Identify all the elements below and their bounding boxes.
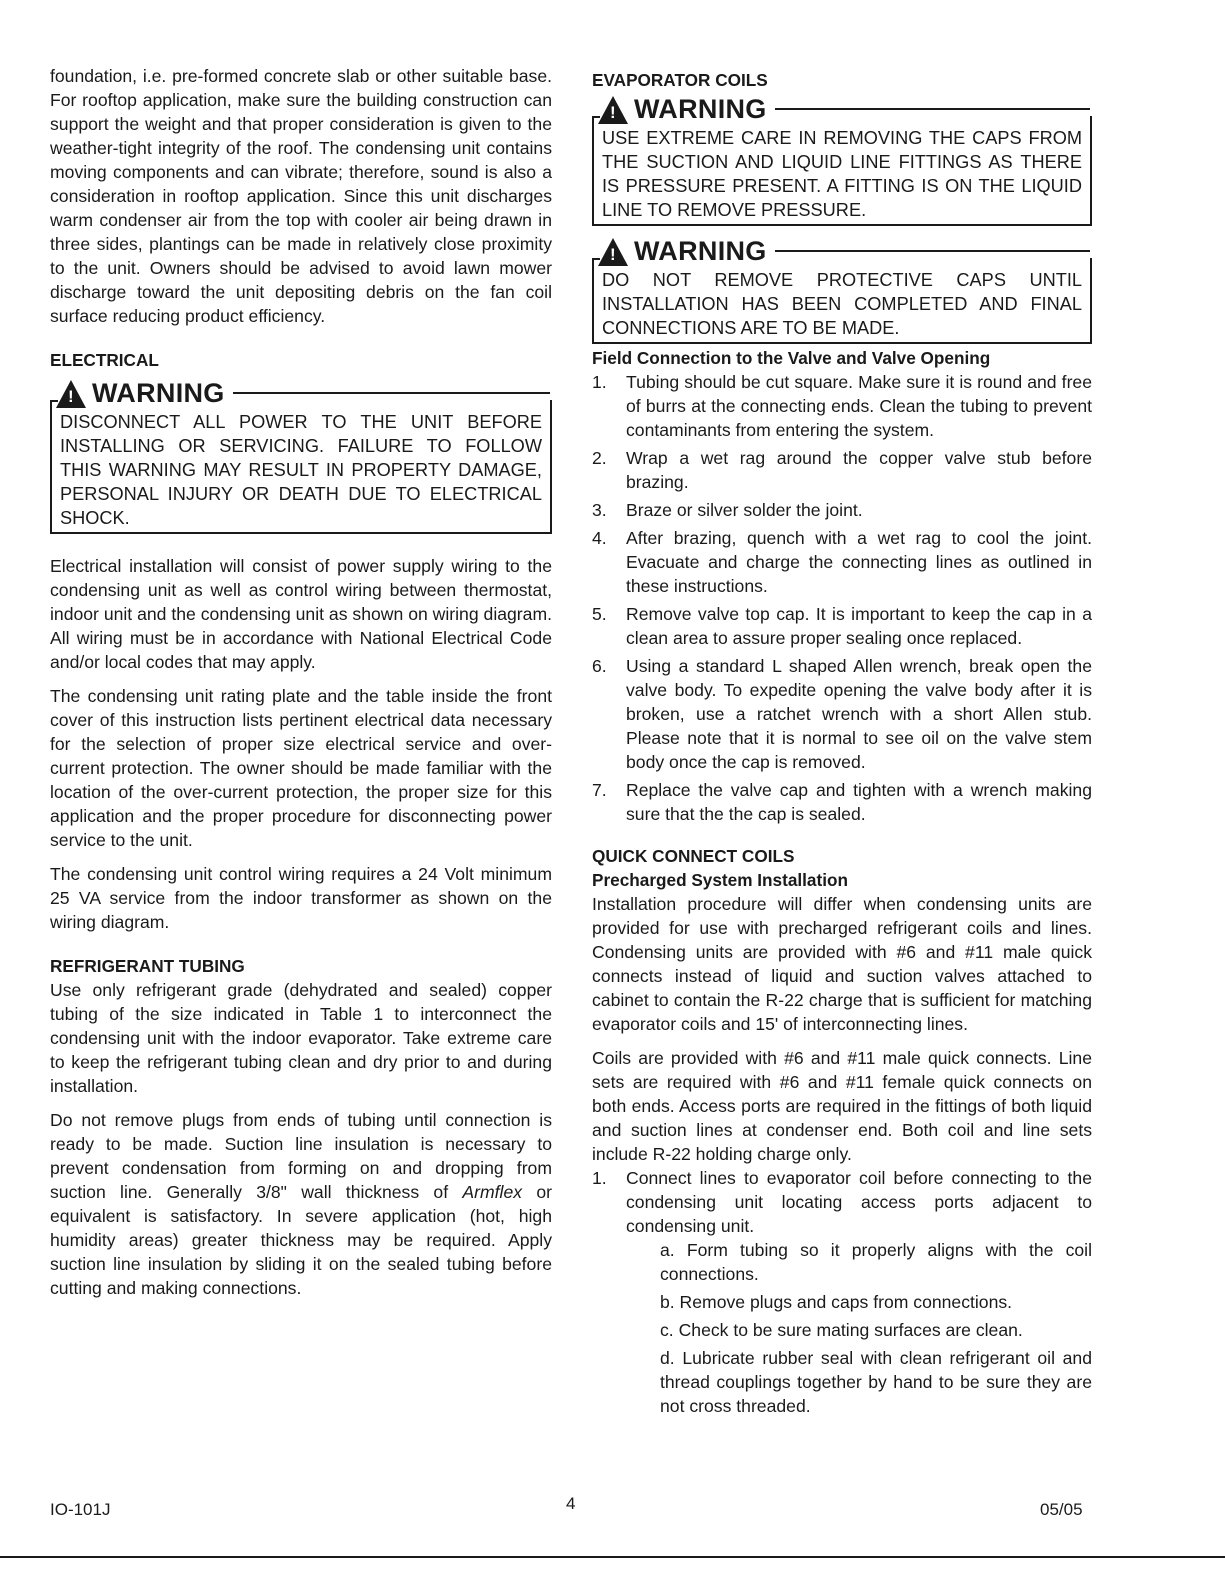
quick-connect-steps — [592, 1166, 1092, 1418]
list-item: 4. After brazing, quench with a wet rag to cool the joint. Evacuate and charge the connecting lines as outlined in these instructions. — [592, 528, 1092, 596]
list-item: 1. Connect lines to evaporator coil before connecting to the condensing unit locating access ports adjacent to condensing unit. a. Form tubing so it properly aligns with the coil connections. b. Remove plugs and caps from connections. c. Check to be sure mating surfaces are clean. d. Lubricate rubber seal with clean refrigerant oil and thread couplings together by hand to be sure they are not cross threaded. — [592, 1168, 1092, 1416]
electrical-warning — [50, 378, 552, 534]
precharged-heading: Precharged System Installation — [592, 870, 848, 890]
warning-title: WARNING — [634, 94, 767, 124]
electrical-heading: ELECTRICAL — [50, 350, 159, 370]
list-item: d. Lubricate rubber seal with clean refrigerant oil and thread couplings together by hand to be sure they are not cross threaded. — [660, 1348, 1092, 1416]
intro-paragraph: foundation, i.e. pre-formed concrete slab or other suitable base. For rooftop application, make sure the building construction can support the weight and that proper consideration is given to the weather-tight integrity of the roof. The condensing unit contains moving components and can vibrate; therefore, sound is also a consideration in rooftop application. Since this unit discharges warm condenser air from the top with cooler air being drawn in three sides, plantings can be made in relatively close proximity to the unit. Owners should be advised to avoid lawn mower discharge toward the unit depositing debris on the fan coil surface reducing product efficiency. — [50, 66, 552, 326]
list-item: 1. Tubing should be cut square. Make sure it is round and free of burrs at the connecting ends. Clean the tubing to prevent contaminants from entering the system. — [592, 372, 1092, 440]
right-column — [592, 64, 1092, 1428]
quick-connect-heading: QUICK CONNECT COILS — [592, 846, 795, 866]
page-number: 4 — [566, 1494, 576, 1513]
caps-warning — [592, 94, 1092, 226]
quick-connect-substeps — [626, 1238, 1092, 1418]
tubing-paragraph-2: Do not remove plugs from ends of tubing until connection is ready to be made. Suction line insulation is necessary to prevent condensation from forming on and dropping from suction line. Generally 3/8" wall thickness of Armflex or equivalent is satisfactory. In severe application (hot, high humidity areas) greater thickness may be required. Apply suction line insulation by sliding it on the sealed tubing before cutting and making connections. — [50, 1110, 552, 1298]
electrical-paragraph-2: The condensing unit rating plate and the table inside the front cover of this instruction lists pertinent electrical data necessary for the selection of proper size electrical service and over-current protection. The owner should be made familiar with the location of the over-current protection, the proper size for this application and the proper procedure for disconnecting power service to the unit. — [50, 686, 552, 850]
quick-connect-paragraph-1: Installation procedure will differ when condensing units are provided for use with precharged refrigerant coils and lines. Condensing units are provided with #6 and #11 male quick connects instead of liquid and suction valves attached to cabinet to contain the R-22 charge that is sufficient for matching evaporator coils and 15' of interconnecting lines. — [592, 894, 1092, 1034]
armflex-term: Armflex — [462, 1182, 523, 1202]
warning-text: USE EXTREME CARE IN REMOVING THE CAPS FROM THE SUCTION AND LIQUID LINE FITTINGS AS THERE IS PRESSURE PRESENT. A FITTING IS ON THE LIQUID LINE TO REMOVE PRESSURE. — [602, 128, 1082, 220]
tubing-paragraph-1: Use only refrigerant grade (dehydrated and sealed) copper tubing of the size indicated in Table 1 to interconnect the condensing unit with the indoor evaporator. Take extreme care to keep the refrigerant tubing clean and dry prior to and during installation. — [50, 980, 552, 1096]
field-connection-heading: Field Connection to the Valve and Valve Opening — [592, 348, 991, 368]
list-item: 7. Replace the valve cap and tighten with a wrench making sure that the the cap is sealed. — [592, 780, 1092, 824]
document-code: IO-101J — [50, 1500, 111, 1519]
field-connection-steps — [592, 370, 1092, 826]
list-item: c. Check to be sure mating surfaces are clean. — [660, 1320, 1023, 1340]
warning-title: WARNING — [92, 378, 225, 408]
warning-text: DO NOT REMOVE PROTECTIVE CAPS UNTIL INSTALLATION HAS BEEN COMPLETED AND FINAL CONNECTIONS ARE TO BE MADE. — [602, 270, 1082, 338]
warning-triangle-icon: ! — [56, 380, 86, 408]
warning-triangle-icon: ! — [598, 96, 628, 124]
page-bottom-rule — [0, 1556, 1225, 1558]
left-column — [50, 64, 552, 1310]
quick-connect-paragraph-2: Coils are provided with #6 and #11 male quick connects. Line sets are required with #6 and #11 female quick connects on both ends. Access ports are required in the fittings of both liquid and suction lines at condenser end. Both coil and line sets include R-22 holding charge only. — [592, 1048, 1092, 1164]
revision-date: 05/05 — [1040, 1500, 1083, 1519]
warning-title: WARNING — [634, 236, 767, 266]
evaporator-coils-heading: EVAPORATOR COILS — [592, 70, 768, 90]
list-item: 6. Using a standard L shaped Allen wrench, break open the valve body. To expedite opening the valve body after it is broken, use a ratchet wrench with a short Allen stub. Please note that it is normal to see oil on the valve stem body once the cap is removed. — [592, 656, 1092, 772]
electrical-paragraph-3: The condensing unit control wiring requires a 24 Volt minimum 25 VA service from the indoor transformer as shown on the wiring diagram. — [50, 864, 552, 932]
refrigerant-tubing-heading: REFRIGERANT TUBING — [50, 956, 245, 976]
list-item: 5. Remove valve top cap. It is important to keep the cap in a clean area to assure proper sealing once replaced. — [592, 604, 1092, 648]
list-item: 3. Braze or silver solder the joint. — [592, 500, 863, 520]
electrical-paragraph-1: Electrical installation will consist of power supply wiring to the condensing unit as well as control wiring between thermostat, indoor unit and the condensing unit as shown on wiring diagram. All wiring must be in accordance with National Electrical Code and/or local codes that may apply. — [50, 556, 552, 672]
list-item: b. Remove plugs and caps from connections. — [660, 1292, 1013, 1312]
warning-text: DISCONNECT ALL POWER TO THE UNIT BEFORE INSTALLING OR SERVICING. FAILURE TO FOLLOW THIS WARNING MAY RESULT IN PROPERTY DAMAGE, PERSONAL INJURY OR DEATH DUE TO ELECTRICAL SHOCK. — [60, 412, 542, 528]
list-item: a. Form tubing so it properly aligns with the coil connections. — [660, 1240, 1092, 1284]
list-item: 2. Wrap a wet rag around the copper valve stub before brazing. — [592, 448, 1092, 492]
protective-caps-warning — [592, 236, 1092, 344]
warning-triangle-icon: ! — [598, 238, 628, 266]
